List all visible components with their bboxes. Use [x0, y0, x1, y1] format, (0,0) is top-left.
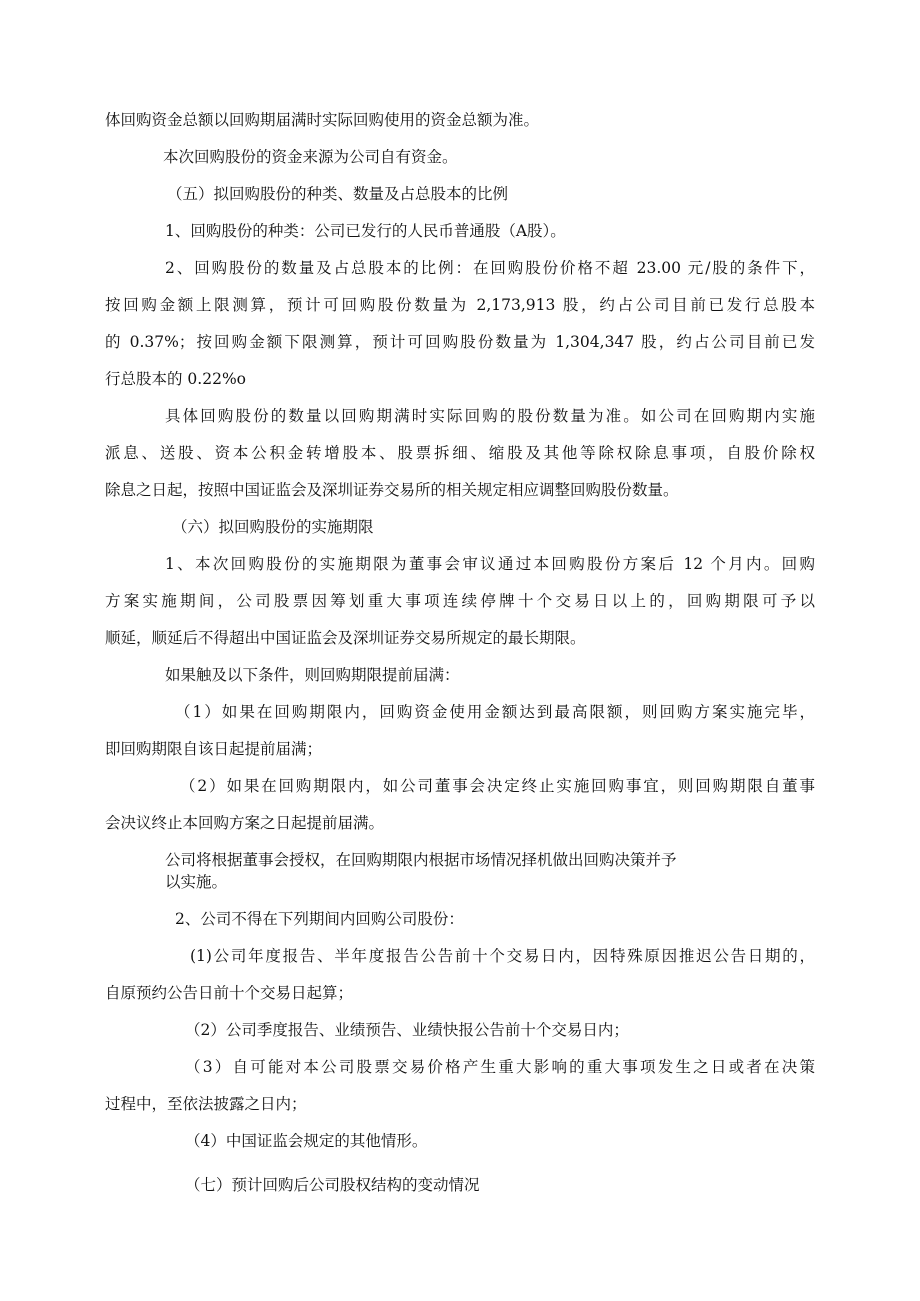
text-line: （2）如果在回购期限内，如公司董事会决定终止实施回购事宜，则回购期限自董事 — [180, 777, 815, 795]
text-line: 即回购期限自该日起提前届满； — [105, 740, 323, 758]
text-line: 体回购资金总额以回购期届满时实际回购使用的资金总额为准。 — [105, 111, 540, 129]
text-line: （4）中国证监会规定的其他情形。 — [185, 1132, 428, 1150]
text-line: 除息之日起，按照中国证监会及深圳证券交易所的相关规定相应调整回购股份数量。 — [105, 481, 679, 499]
text-line: 以实施。 — [165, 873, 228, 891]
text-line: 按回购金额上限测算，预计可回购股份数量为 2,173,913 股，约占公司目前已发行总股本 — [105, 296, 815, 314]
text-line: 如果触及以下条件，则回购期限提前届满： — [165, 666, 460, 684]
text-line: 2、回购股份的数量及占总股本的比例：在回购股份价格不超 23.00 元/股的条件下， — [165, 259, 815, 277]
text-line: 具体回购股份的数量以回购期满时实际回购的股份数量为准。如公司在回购期内实施 — [165, 407, 815, 425]
text-line: （3）自可能对本公司股票交易价格产生重大影响的重大事项发生之日或者在决策 — [185, 1058, 815, 1076]
text-line: 方案实施期间，公司股票因筹划重大事项连续停牌十个交易日以上的，回购期限可予以 — [105, 592, 815, 610]
text-line: 1、本次回购股份的实施期限为董事会审议通过本回购股份方案后 12 个月内。回购 — [165, 555, 815, 573]
text-line: (1)公司年度报告、半年度报告公告前十个交易日内，因特殊原因推迟公告日期的， — [190, 947, 815, 965]
text-line: 行总股本的 0.22%o — [105, 370, 246, 388]
text-line: 1、回购股份的种类：公司已发行的人民币普通股（A股）。 — [165, 222, 566, 240]
text-line: 2、公司不得在下列期间内回购公司股份： — [175, 910, 464, 928]
text-line: 的 0.37%；按回购金额下限测算，预计可回购股份数量为 1,304,347 股，约占公司目前已发 — [105, 333, 815, 351]
text-line: 公司将根据董事会授权，在回购期限内根据市场情况择机做出回购决策并予 — [165, 851, 677, 869]
text-line: （2）公司季度报告、业绩预告、业绩快报公告前十个交易日内； — [185, 1021, 629, 1039]
text-line: 顺延，顺延后不得超出中国证监会及深圳证券交易所规定的最长期限。 — [105, 629, 586, 647]
text-line: 派息、送股、资本公积金转增股本、股票拆细、缩股及其他等除权除息事项，自股价除权 — [105, 444, 815, 462]
text-line: （1）如果在回购期限内，回购资金使用金额达到最高限额，则回购方案实施完毕， — [175, 703, 815, 721]
section-heading: （七）预计回购后公司股权结构的变动情况 — [185, 1176, 480, 1194]
text-line: 过程中，至依法披露之日内； — [105, 1095, 307, 1113]
section-heading: （五）拟回购股份的种类、数量及占总股本的比例 — [167, 185, 509, 203]
text-line: 自原预约公告日前十个交易日起算； — [105, 984, 354, 1002]
section-heading: （六）拟回购股份的实施期限 — [172, 518, 374, 536]
text-line: 会决议终止本回购方案之日起提前届满。 — [105, 814, 385, 832]
text-line: 本次回购股份的资金来源为公司自有资金。 — [163, 148, 458, 166]
